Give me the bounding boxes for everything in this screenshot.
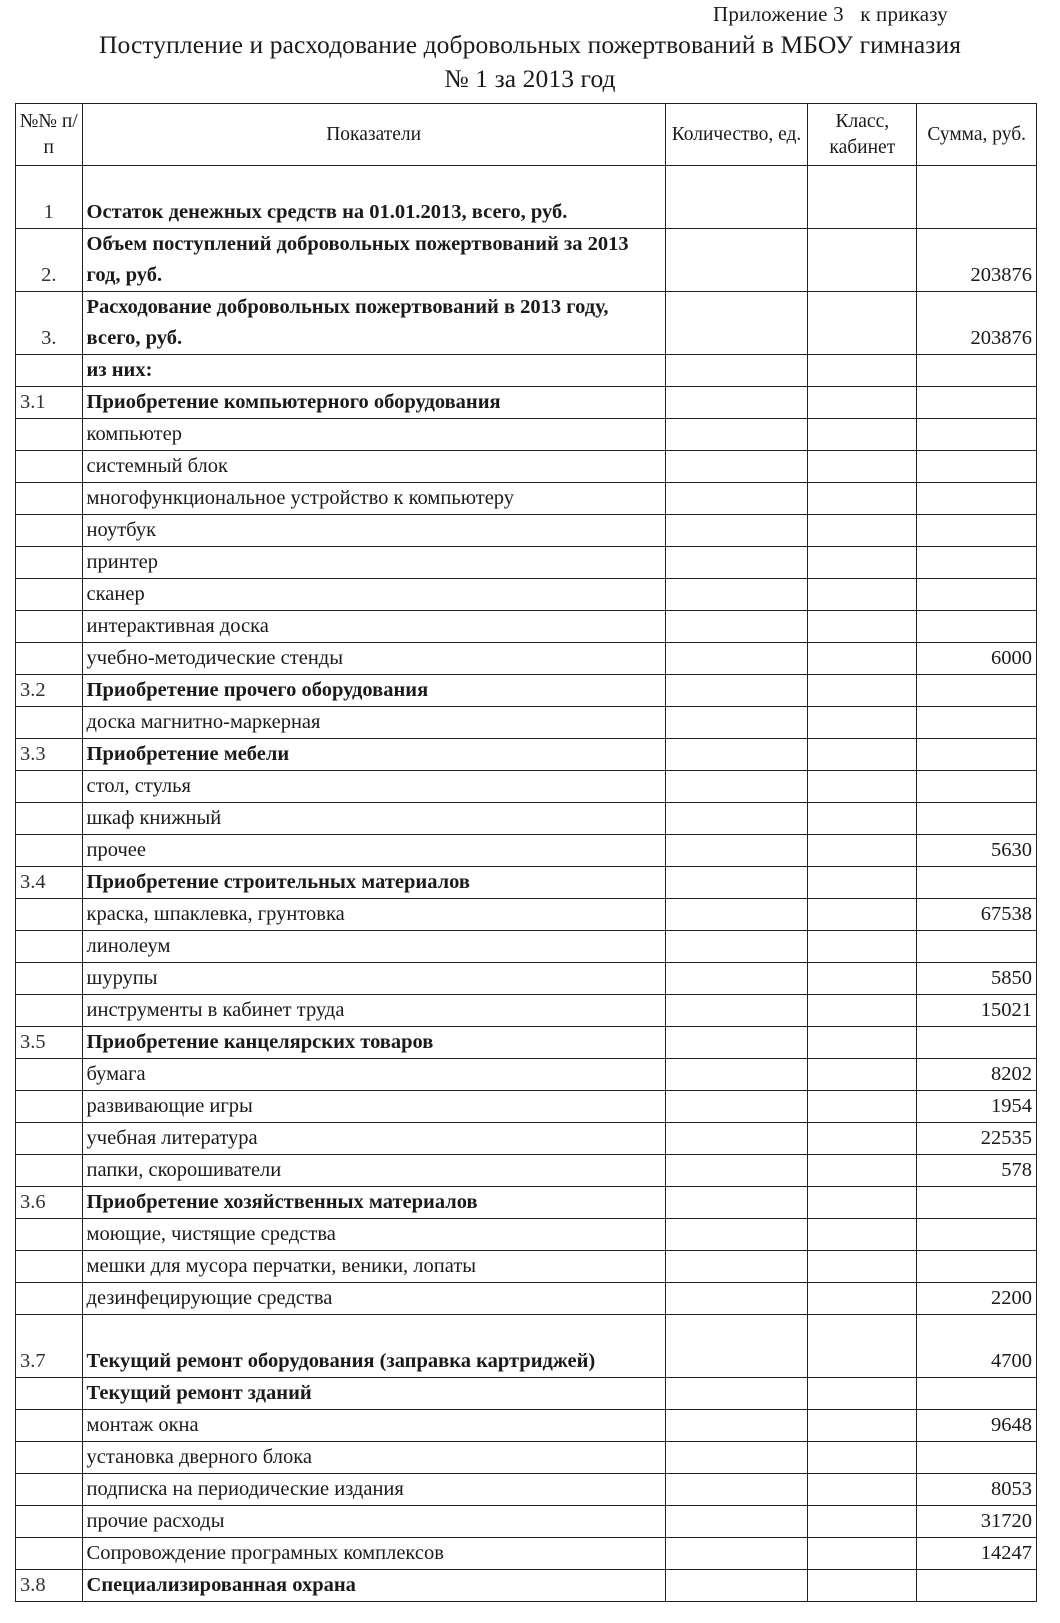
table-row — [16, 1155, 1037, 1187]
row-quantity — [665, 419, 807, 451]
table-row — [16, 1251, 1037, 1283]
row-room — [808, 1442, 917, 1474]
row-quantity — [665, 1059, 807, 1091]
table-row — [16, 899, 1037, 931]
row-number: 3.5 — [16, 1027, 83, 1059]
row-number: 2. — [16, 229, 83, 292]
row-number — [16, 483, 83, 515]
row-quantity — [665, 451, 807, 483]
row-number — [16, 1251, 83, 1283]
table-row — [16, 643, 1037, 675]
row-indicator: Текущий ремонт оборудования (заправка картриджей) — [82, 1315, 665, 1378]
row-number: 3.8 — [16, 1570, 83, 1602]
row-quantity — [665, 1474, 807, 1506]
row-sum — [917, 515, 1037, 547]
row-room — [808, 931, 917, 963]
table-row — [16, 771, 1037, 803]
table-body — [16, 166, 1037, 1602]
table-row — [16, 1538, 1037, 1570]
row-room — [808, 579, 917, 611]
row-room — [808, 739, 917, 771]
row-quantity — [665, 1251, 807, 1283]
row-sum: 14247 — [917, 1538, 1037, 1570]
row-number — [16, 355, 83, 387]
title-line-1: Поступление и расходование добровольных пожертвований в МБОУ гимназия — [98, 30, 962, 59]
row-number — [16, 1378, 83, 1410]
row-quantity — [665, 899, 807, 931]
row-quantity — [665, 643, 807, 675]
row-number — [16, 1410, 83, 1442]
row-indicator: монтаж окна — [82, 1410, 665, 1442]
row-room — [808, 835, 917, 867]
row-quantity — [665, 771, 807, 803]
row-room — [808, 867, 917, 899]
row-number: 3.4 — [16, 867, 83, 899]
table-row — [16, 229, 1037, 292]
row-quantity — [665, 1027, 807, 1059]
row-sum: 22535 — [917, 1123, 1037, 1155]
row-quantity — [665, 707, 807, 739]
row-sum — [917, 1442, 1037, 1474]
row-number — [16, 451, 83, 483]
row-number — [16, 707, 83, 739]
row-quantity — [665, 1538, 807, 1570]
row-quantity — [665, 803, 807, 835]
row-indicator: инструменты в кабинет труда — [82, 995, 665, 1027]
row-sum: 67538 — [917, 899, 1037, 931]
row-indicator: установка дверного блока — [82, 1442, 665, 1474]
row-number: 3.2 — [16, 675, 83, 707]
column-header-indicator: Показатели — [82, 104, 665, 166]
row-sum: 8202 — [917, 1059, 1037, 1091]
title-line-2: № 1 за 2013 год — [444, 64, 616, 93]
row-number — [16, 771, 83, 803]
row-indicator: ноутбук — [82, 515, 665, 547]
row-sum — [917, 931, 1037, 963]
table-row — [16, 1506, 1037, 1538]
row-indicator: Сопровождение програмных комплексов — [82, 1538, 665, 1570]
row-quantity — [665, 1570, 807, 1602]
row-sum — [917, 1187, 1037, 1219]
row-indicator: из них: — [82, 355, 665, 387]
table-row — [16, 1123, 1037, 1155]
table-row — [16, 387, 1037, 419]
row-number: 3.7 — [16, 1315, 83, 1378]
row-sum — [917, 355, 1037, 387]
row-sum — [917, 739, 1037, 771]
table-row — [16, 1219, 1037, 1251]
row-number — [16, 579, 83, 611]
row-room — [808, 963, 917, 995]
row-room — [808, 1378, 917, 1410]
row-room — [808, 387, 917, 419]
row-quantity — [665, 166, 807, 229]
row-quantity — [665, 1187, 807, 1219]
table-row — [16, 355, 1037, 387]
table-row — [16, 675, 1037, 707]
row-quantity — [665, 1219, 807, 1251]
row-quantity — [665, 867, 807, 899]
table-row — [16, 931, 1037, 963]
row-quantity — [665, 739, 807, 771]
row-indicator: краска, шпаклевка, грунтовка — [82, 899, 665, 931]
row-room — [808, 643, 917, 675]
row-indicator: шурупы — [82, 963, 665, 995]
row-indicator: прочие расходы — [82, 1506, 665, 1538]
table-row — [16, 1027, 1037, 1059]
row-sum: 203876 — [917, 292, 1037, 355]
row-sum — [917, 611, 1037, 643]
table-row — [16, 419, 1037, 451]
row-sum — [917, 547, 1037, 579]
row-quantity — [665, 1410, 807, 1442]
report-table — [15, 103, 1037, 1602]
row-sum — [917, 451, 1037, 483]
table-row — [16, 611, 1037, 643]
row-number — [16, 1283, 83, 1315]
row-sum: 4700 — [917, 1315, 1037, 1378]
row-sum — [917, 1251, 1037, 1283]
row-sum — [917, 1027, 1037, 1059]
row-sum: 9648 — [917, 1410, 1037, 1442]
table-row — [16, 483, 1037, 515]
table-row — [16, 1410, 1037, 1442]
row-room — [808, 547, 917, 579]
row-indicator: Остаток денежных средств на 01.01.2013, всего, руб. — [82, 166, 665, 229]
row-quantity — [665, 835, 807, 867]
row-indicator: Приобретение хозяйственных материалов — [82, 1187, 665, 1219]
row-indicator: Приобретение мебели — [82, 739, 665, 771]
row-indicator: стол, стулья — [82, 771, 665, 803]
table-row — [16, 515, 1037, 547]
row-quantity — [665, 387, 807, 419]
row-quantity — [665, 1123, 807, 1155]
row-quantity — [665, 355, 807, 387]
row-sum — [917, 579, 1037, 611]
row-quantity — [665, 579, 807, 611]
row-room — [808, 1570, 917, 1602]
row-number — [16, 1538, 83, 1570]
row-quantity — [665, 1155, 807, 1187]
row-room — [808, 1155, 917, 1187]
row-indicator: системный блок — [82, 451, 665, 483]
row-indicator: развивающие игры — [82, 1091, 665, 1123]
row-sum: 31720 — [917, 1506, 1037, 1538]
table-row — [16, 1442, 1037, 1474]
column-header-num: №№ п/п — [16, 104, 83, 166]
row-room — [808, 707, 917, 739]
row-number — [16, 1155, 83, 1187]
row-indicator: прочее — [82, 835, 665, 867]
row-sum — [917, 867, 1037, 899]
row-room — [808, 1315, 917, 1378]
row-sum — [917, 707, 1037, 739]
row-indicator: интерактивная доска — [82, 611, 665, 643]
row-room — [808, 1538, 917, 1570]
row-sum — [917, 675, 1037, 707]
row-indicator: бумага — [82, 1059, 665, 1091]
row-indicator: доска магнитно-маркерная — [82, 707, 665, 739]
row-sum — [917, 803, 1037, 835]
row-number — [16, 931, 83, 963]
row-sum — [917, 1570, 1037, 1602]
row-room — [808, 803, 917, 835]
row-indicator: многофункциональное устройство к компьютеру — [82, 483, 665, 515]
row-quantity — [665, 1315, 807, 1378]
row-number — [16, 899, 83, 931]
table-row — [16, 1283, 1037, 1315]
document-title — [0, 28, 1060, 96]
table-row — [16, 292, 1037, 355]
row-number — [16, 1442, 83, 1474]
row-room — [808, 229, 917, 292]
row-room — [808, 1506, 917, 1538]
row-number — [16, 835, 83, 867]
row-number — [16, 1474, 83, 1506]
table-row — [16, 739, 1037, 771]
row-room — [808, 771, 917, 803]
row-room — [808, 292, 917, 355]
row-quantity — [665, 483, 807, 515]
row-indicator: компьютер — [82, 419, 665, 451]
row-number — [16, 611, 83, 643]
row-indicator: дезинфецирующие средства — [82, 1283, 665, 1315]
column-header-qty: Количество, ед. — [665, 104, 807, 166]
row-number — [16, 963, 83, 995]
row-room — [808, 515, 917, 547]
row-number — [16, 643, 83, 675]
row-indicator: Приобретение строительных материалов — [82, 867, 665, 899]
row-indicator: принтер — [82, 547, 665, 579]
row-room — [808, 1059, 917, 1091]
row-indicator: учебно-методические стенды — [82, 643, 665, 675]
row-sum: 578 — [917, 1155, 1037, 1187]
row-quantity — [665, 292, 807, 355]
row-indicator: мешки для мусора перчатки, веники, лопаты — [82, 1251, 665, 1283]
row-indicator: Приобретение компьютерного оборудования — [82, 387, 665, 419]
row-sum — [917, 1219, 1037, 1251]
row-room — [808, 483, 917, 515]
row-quantity — [665, 931, 807, 963]
row-room — [808, 1474, 917, 1506]
row-number: 3.3 — [16, 739, 83, 771]
row-quantity — [665, 1506, 807, 1538]
row-quantity — [665, 1283, 807, 1315]
row-indicator: подписка на периодические издания — [82, 1474, 665, 1506]
column-header-room: Класс, кабинет — [808, 104, 917, 166]
row-room — [808, 899, 917, 931]
row-indicator: сканер — [82, 579, 665, 611]
row-room — [808, 611, 917, 643]
row-sum — [917, 771, 1037, 803]
row-sum: 8053 — [917, 1474, 1037, 1506]
column-header-sum: Сумма, руб. — [917, 104, 1037, 166]
row-quantity — [665, 1442, 807, 1474]
row-number — [16, 547, 83, 579]
row-number: 3.6 — [16, 1187, 83, 1219]
row-indicator: шкаф книжный — [82, 803, 665, 835]
row-sum: 203876 — [917, 229, 1037, 292]
table-row — [16, 1315, 1037, 1378]
table-row — [16, 1091, 1037, 1123]
table-row — [16, 995, 1037, 1027]
row-room — [808, 1410, 917, 1442]
row-number — [16, 419, 83, 451]
table-row — [16, 963, 1037, 995]
row-room — [808, 1187, 917, 1219]
row-sum — [917, 1378, 1037, 1410]
row-indicator: линолеум — [82, 931, 665, 963]
row-room — [808, 355, 917, 387]
row-quantity — [665, 675, 807, 707]
row-number: 3.1 — [16, 387, 83, 419]
row-indicator: Расходование добровольных пожертвований в 2013 году, всего, руб. — [82, 292, 665, 355]
row-quantity — [665, 515, 807, 547]
row-number — [16, 1506, 83, 1538]
row-sum — [917, 387, 1037, 419]
table-row — [16, 803, 1037, 835]
row-quantity — [665, 1091, 807, 1123]
row-number — [16, 803, 83, 835]
row-number — [16, 1123, 83, 1155]
table-row — [16, 867, 1037, 899]
row-number: 1 — [16, 166, 83, 229]
row-number — [16, 1059, 83, 1091]
row-room — [808, 1251, 917, 1283]
row-sum: 5850 — [917, 963, 1037, 995]
row-room — [808, 1091, 917, 1123]
row-room — [808, 1027, 917, 1059]
row-sum: 1954 — [917, 1091, 1037, 1123]
table-row — [16, 1378, 1037, 1410]
table-row — [16, 707, 1037, 739]
row-room — [808, 451, 917, 483]
row-indicator: моющие, чистящие средства — [82, 1219, 665, 1251]
table-row — [16, 835, 1037, 867]
row-indicator: папки, скорошиватели — [82, 1155, 665, 1187]
row-indicator: учебная литература — [82, 1123, 665, 1155]
row-sum: 6000 — [917, 643, 1037, 675]
row-number — [16, 1219, 83, 1251]
row-room — [808, 1219, 917, 1251]
table-row — [16, 1187, 1037, 1219]
row-number — [16, 995, 83, 1027]
table-row — [16, 1059, 1037, 1091]
row-indicator: Приобретение канцелярских товаров — [82, 1027, 665, 1059]
row-sum — [917, 483, 1037, 515]
row-quantity — [665, 547, 807, 579]
row-number: 3. — [16, 292, 83, 355]
annex-note: Приложение 3 к приказу — [712, 2, 948, 26]
row-room — [808, 995, 917, 1027]
row-sum — [917, 419, 1037, 451]
row-quantity — [665, 611, 807, 643]
row-sum: 2200 — [917, 1283, 1037, 1315]
row-quantity — [665, 229, 807, 292]
row-room — [808, 419, 917, 451]
row-sum: 5630 — [917, 835, 1037, 867]
row-sum — [917, 166, 1037, 229]
row-sum: 15021 — [917, 995, 1037, 1027]
row-indicator: Приобретение прочего оборудования — [82, 675, 665, 707]
row-room — [808, 1283, 917, 1315]
row-quantity — [665, 963, 807, 995]
row-room — [808, 675, 917, 707]
row-room — [808, 1123, 917, 1155]
table-row — [16, 451, 1037, 483]
row-quantity — [665, 1378, 807, 1410]
table-row — [16, 579, 1037, 611]
row-indicator: Объем поступлений добровольных пожертвований за 2013 год, руб. — [82, 229, 665, 292]
table-row — [16, 547, 1037, 579]
row-room — [808, 166, 917, 229]
row-indicator: Специализированная охрана — [82, 1570, 665, 1602]
row-quantity — [665, 995, 807, 1027]
table-row — [16, 1474, 1037, 1506]
table-row — [16, 166, 1037, 229]
row-number — [16, 1091, 83, 1123]
row-number — [16, 515, 83, 547]
table-row — [16, 1570, 1037, 1602]
row-indicator: Текущий ремонт зданий — [82, 1378, 665, 1410]
